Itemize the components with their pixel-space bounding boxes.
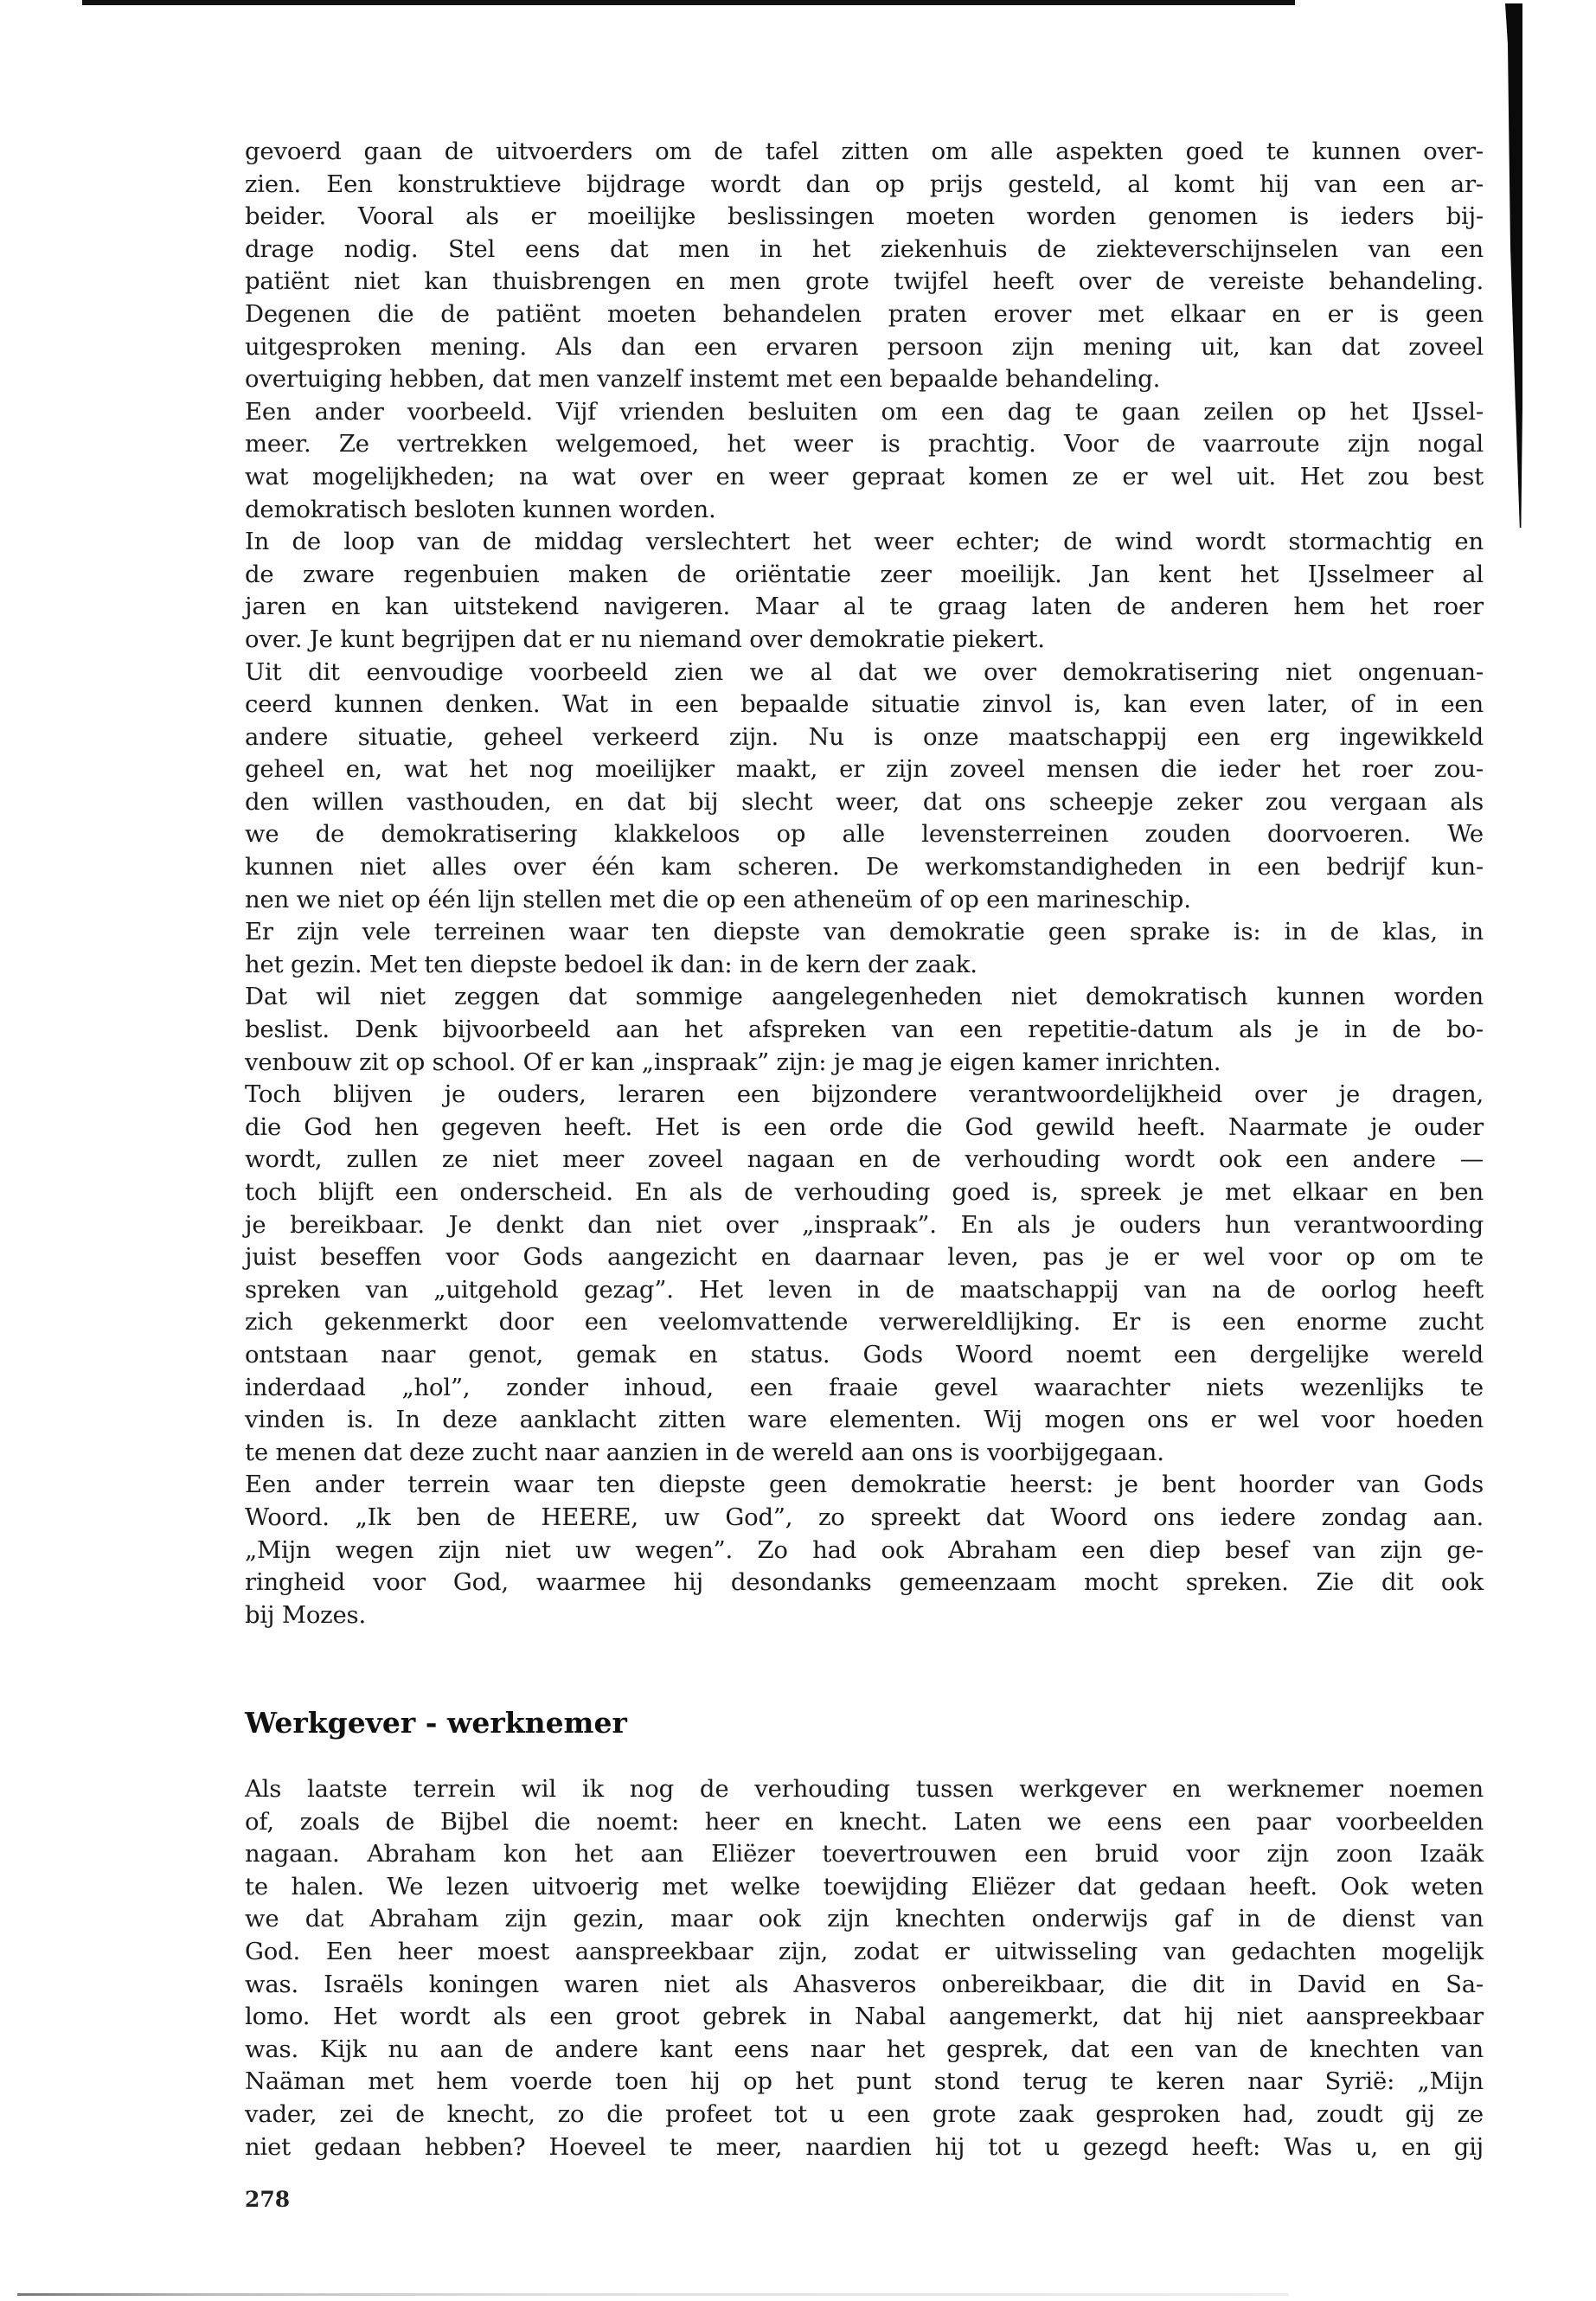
paragraph [245,657,1484,917]
text-line: bij Mozes. [245,1600,366,1629]
paragraph [245,1079,1484,1469]
text-line: Als laatste terrein wil ik nog de verhouding tussen werkgever en werknemer noemen [245,1775,1484,1803]
text-line: we dat Abraham zijn gezin, maar ook zijn knechten onderwijs gaf in de dienst van [245,1905,1484,1933]
text-line: Uit dit eenvoudige voorbeeld zien we al dat we over demokratisering niet ongenuan- [245,657,1484,686]
paragraph [245,916,1484,981]
text-line: ceerd kunnen denken. Wat in een bepaalde situatie zinvol is, kan even later, of in een [245,690,1484,719]
text-line: In de loop van de middag verslechtert het weer echter; de wind wordt stormachtig en [245,528,1484,556]
text-line: nen we niet op één lijn stellen met die op een atheneüm of op een marineschip. [245,885,1191,913]
text-line: Woord. „Ik ben de HEERE, uw God”, zo spreekt dat Woord ons iedere zondag aan. [245,1503,1484,1531]
text-line: ringheid voor God, waarmee hij desondanks gemeenzaam mocht spreken. Zie dit ook [245,1568,1484,1597]
page-number: 278 [245,2187,291,2212]
paragraph [245,1773,1484,2163]
text-line: jaren en kan uitstekend navigeren. Maar al te graag laten de anderen hem het roer [245,593,1484,621]
text-line: spreken van „uitgehold gezag”. Het leven in de maatschappij van na de oorlog heeft [245,1275,1484,1304]
text-line: wat mogelijkheden; na wat over en weer gepraat komen ze er wel uit. Het zou best [245,462,1484,490]
text-line: beider. Vooral als er moeilijke beslissingen moeten worden genomen is ieders bij- [245,202,1484,231]
body-text-after-heading [245,1773,1484,2163]
body-text-before-heading [245,136,1484,1631]
text-line: venbouw zit op school. Of er kan „inspraak” zijn: je mag je eigen kamer inrichten. [245,1048,1221,1076]
text-line: ontstaan naar genot, gemak en status. Gods Woord noemt een dergelijke wereld [245,1340,1484,1368]
text-line: het gezin. Met ten diepste bedoel ik dan: in de kern der zaak. [245,950,977,978]
text-line: „Mijn wegen zijn niet uw wegen”. Zo had ook Abraham een diep besef van zijn ge- [245,1535,1484,1564]
text-line: Naäman met hem voerde toen hij op het punt stond terug te keren naar Syrië: „Mijn [245,2067,1484,2096]
text-line: Er zijn vele terreinen waar ten diepste van demokratie geen sprake is: in de klas, in [245,918,1484,946]
paragraph [245,981,1484,1079]
text-line: over. Je kunt begrijpen dat er nu niemand over demokratie piekert. [245,625,1045,653]
text-line: lomo. Het wordt als een groot gebrek in Nabal aangemerkt, dat hij niet aanspreekbaar [245,2003,1484,2031]
text-line: vader, zei de knecht, zo die profeet tot u een grote zaak gesproken had, zoudt gij ze [245,2099,1484,2128]
paragraph [245,136,1484,396]
text-line: gevoerd gaan de uitvoerders om de tafel zitten om alle aspekten goed te kunnen over- [245,138,1484,165]
text-line: overtuiging hebben, dat men vanzelf instemt met een bepaalde behandeling. [245,365,1161,394]
text-line: te menen dat deze zucht naar aanzien in de wereld aan ons is voorbijgegaan. [245,1438,1164,1466]
text-line: nagaan. Abraham kon het aan Eliëzer toevertrouwen een bruid voor zijn zoon Izaäk [245,1840,1484,1868]
text-line: inderdaad „hol”, zonder inhoud, een fraaie gevel waarachter niets wezenlijks te [245,1373,1484,1401]
paragraph [245,526,1484,656]
scan-edge-artifact [17,2293,1289,2296]
section-heading: Werkgever - werknemer [245,1706,627,1740]
text-line: drage nodig. Stel eens dat men in het ziekenhuis de ziekteverschijnselen van een [245,234,1484,263]
text-line: zien. Een konstruktieve bijdrage wordt dan op prijs gesteld, al komt hij van een ar- [245,170,1484,198]
text-line: demokratisch besloten kunnen worden. [245,495,716,523]
text-line: den willen vasthouden, en dat bij slecht weer, dat ons scheepje zeker zou vergaan als [245,787,1484,816]
text-line: zich gekenmerkt door een veelomvattende verwereldlijking. Er is een enorme zucht [245,1308,1484,1336]
text-line: die God hen gegeven heeft. Het is een orde die God gewild heeft. Naarmate je ouder [245,1112,1484,1141]
text-line: we de demokratisering klakkeloos op alle levensterreinen zouden doorvoeren. We [245,820,1484,849]
text-line: Degenen die de patiënt moeten behandelen praten erover met elkaar en er is geen [245,299,1484,328]
text-line: meer. Ze vertrekken welgemoed, het weer is prachtig. Voor de vaarroute zijn nogal [245,430,1484,458]
text-line: kunnen niet alles over één kam scheren. De werkomstandigheden in een bedrijf kun- [245,853,1484,881]
text-line: uitgesproken mening. Als dan een ervaren persoon zijn mening uit, kan dat zoveel [245,332,1484,361]
text-line: of, zoals de Bijbel die noemt: heer en knecht. Laten we eens een paar voorbeelden [245,1807,1484,1836]
text-line: geheel en, wat het nog moeilijker maakt, er zijn zoveel mensen die ieder het roer zou- [245,755,1484,784]
text-line: je bereikbaar. Je denkt dan niet over „inspraak”. En als je ouders hun verantwoording [245,1210,1484,1239]
page-border-right [1505,3,1522,410]
text-line: Toch blijven je ouders, leraren een bijzondere verantwoordelijkheid over je dragen, [245,1080,1484,1109]
text-line: te halen. We lezen uitvoerig met welke toewijding Eliëzer dat gedaan heeft. Ook weten [245,1872,1484,1900]
text-line: Een ander terrein waar ten diepste geen demokratie heerst: je bent hoorder van Gods [245,1471,1484,1499]
text-line: was. Israëls koningen waren niet als Ahasveros onbereikbaar, die dit in David en Sa- [245,1970,1484,1998]
text-line: juist beseffen voor Gods aangezicht en daarnaar leven, pas je er wel voor op om te [245,1243,1484,1272]
paragraph [245,1469,1484,1631]
page-border-top [82,0,1295,5]
text-line: patiënt niet kan thuisbrengen en men grote twijfel heeft over de vereiste behandeling. [245,267,1484,296]
text-line: andere situatie, geheel verkeerd zijn. Nu is onze maatschappij een erg ingewikkeld [245,722,1484,751]
text-line: de zware regenbuien maken de oriëntatie zeer moeilijk. Jan kent het IJsselmeer al [245,560,1484,588]
text-line: God. Een heer moest aanspreekbaar zijn, zodat er uitwisseling van gedachten mogelijk [245,1937,1484,1965]
text-line: Een ander voorbeeld. Vijf vrienden besluiten om een dag te gaan zeilen op het IJssel- [245,397,1484,426]
text-line: wordt, zullen ze niet meer zoveel nagaan en de verhouding wordt ook een andere — [245,1145,1484,1174]
page-border-right-tail [1516,407,1522,528]
text-line: was. Kijk nu aan de andere kant eens naar het gesprek, dat een van de knechten van [245,2035,1484,2063]
text-line: Dat wil niet zeggen dat sommige aangelegenheden niet demokratisch kunnen worden [245,983,1484,1011]
text-line: vinden is. In deze aanklacht zitten ware elementen. Wij mogen ons er wel voor hoeden [245,1406,1484,1434]
text-line: niet gedaan hebben? Hoeveel te meer, naardien hij tot u gezegd heeft: Was u, en gij [245,2132,1484,2161]
paragraph [245,396,1484,526]
text-line: toch blijft een onderscheid. En als de verhouding goed is, spreek je met elkaar en ben [245,1178,1484,1206]
text-line: beslist. Denk bijvoorbeeld aan het afspreken van een repetitie-datum als je in de bo- [245,1016,1484,1044]
